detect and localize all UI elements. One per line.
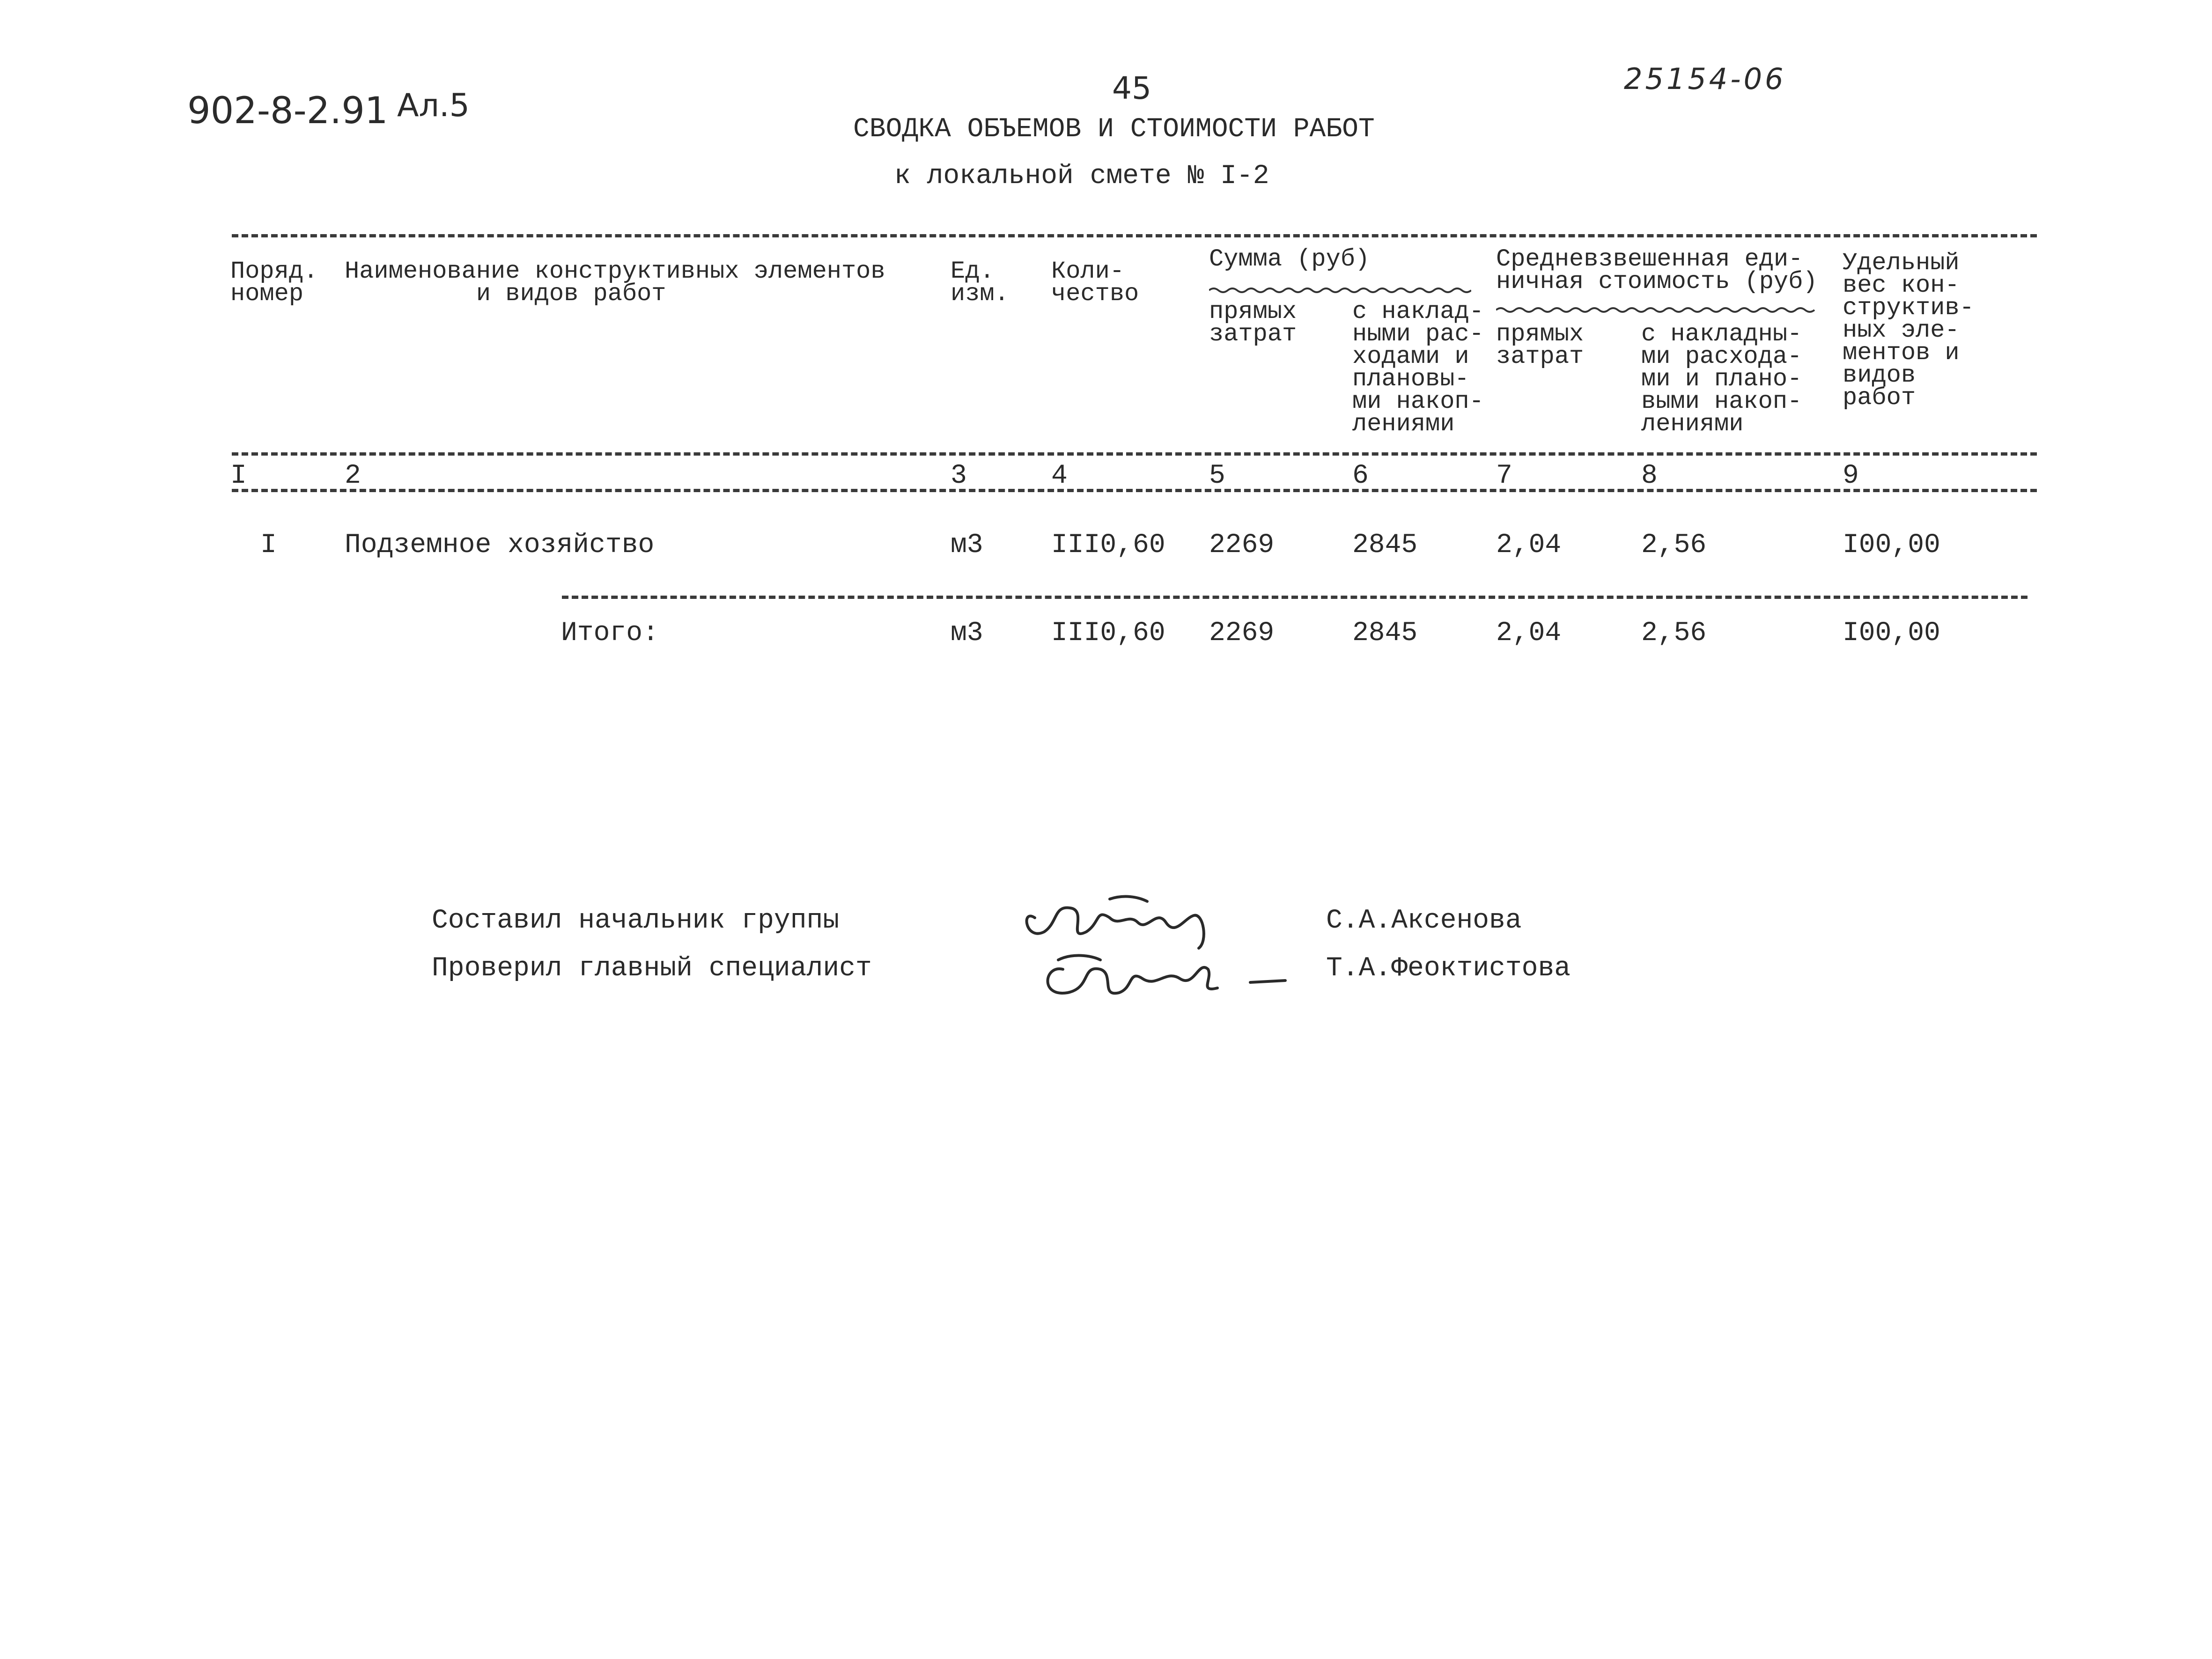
header-quantity: Коли- чество [1051,258,1139,308]
header-order-number: Поряд. номер [230,258,318,308]
header-direct-costs: прямых затрат [1209,298,1297,348]
total-label: Итого: [561,618,659,649]
album-number: Ал.5 [397,87,470,124]
total-direct: 2269 [1209,618,1275,649]
document-subtitle: к локальной смете № I-2 [894,161,1269,192]
compiled-by-name: С.А.Аксенова [1326,906,1522,936]
header-avg-direct: прямых затрат [1496,320,1584,370]
header-sum-group: Сумма (руб) [1209,245,1370,273]
avg-group-underline [1496,305,1819,315]
row-number: I [260,530,277,560]
column-number-2: 2 [345,461,361,491]
row-name: Подземное хозяйство [345,530,655,560]
compiled-by-role: Составил начальник группы [432,906,840,936]
row-overhead: 2845 [1352,530,1418,560]
row-avg-direct: 2,04 [1496,530,1562,560]
document-code: 902-8-2.91 [187,90,388,132]
row-unit: м3 [951,530,983,560]
row-direct: 2269 [1209,530,1275,560]
column-number-6: 6 [1352,461,1369,491]
header-unit: Ед. изм. [951,258,1009,308]
signature-feoktistova [1030,941,1292,1007]
total-quantity: III0,60 [1051,618,1165,649]
checked-by-role: Проверил главный специалист [432,953,872,984]
column-numbers-rule [232,489,2037,492]
archive-number: 25154-06 [1624,62,1786,96]
total-rule [562,596,2028,599]
header-avg-overheads: с накладны- ми расхода- ми и плано- выми накоп- лениями [1641,320,1802,438]
row-share: I00,00 [1843,530,1940,560]
row-avg-overhead: 2,56 [1641,530,1707,560]
column-number-9: 9 [1843,461,1859,491]
total-overhead: 2845 [1352,618,1418,649]
total-unit: м3 [951,618,983,649]
column-number-7: 7 [1496,461,1512,491]
column-number-1: I [230,461,247,491]
total-avg-overhead: 2,56 [1641,618,1707,649]
column-number-3: 3 [951,461,967,491]
total-share: I00,00 [1843,618,1940,649]
column-number-4: 4 [1051,461,1068,491]
checked-by-name: Т.А.Феоктистова [1326,953,1571,984]
header-share: Удельный вес кон- структив- ных эле- ментов и видов работ [1843,249,1974,412]
header-avg-group: Средневзвешенная еди- ничная стоимость (руб) [1496,245,1818,295]
page-number: 45 [1112,70,1151,106]
column-number-8: 8 [1641,461,1658,491]
row-quantity: III0,60 [1051,530,1165,560]
header-bottom-rule [232,452,2037,456]
total-avg-direct: 2,04 [1496,618,1562,649]
header-with-overheads: с наклад- ными рас- ходами и плановы- ми накоп- лениями [1352,298,1484,438]
document-title: СВОДКА ОБЪЕМОВ И СТОИМОСТИ РАБОТ [853,114,1375,145]
header-element-name: Наименование конструктивных элементов и видов работ [345,258,885,308]
column-number-5: 5 [1209,461,1225,491]
table-top-rule [232,234,2037,237]
sum-group-underline [1209,286,1471,295]
